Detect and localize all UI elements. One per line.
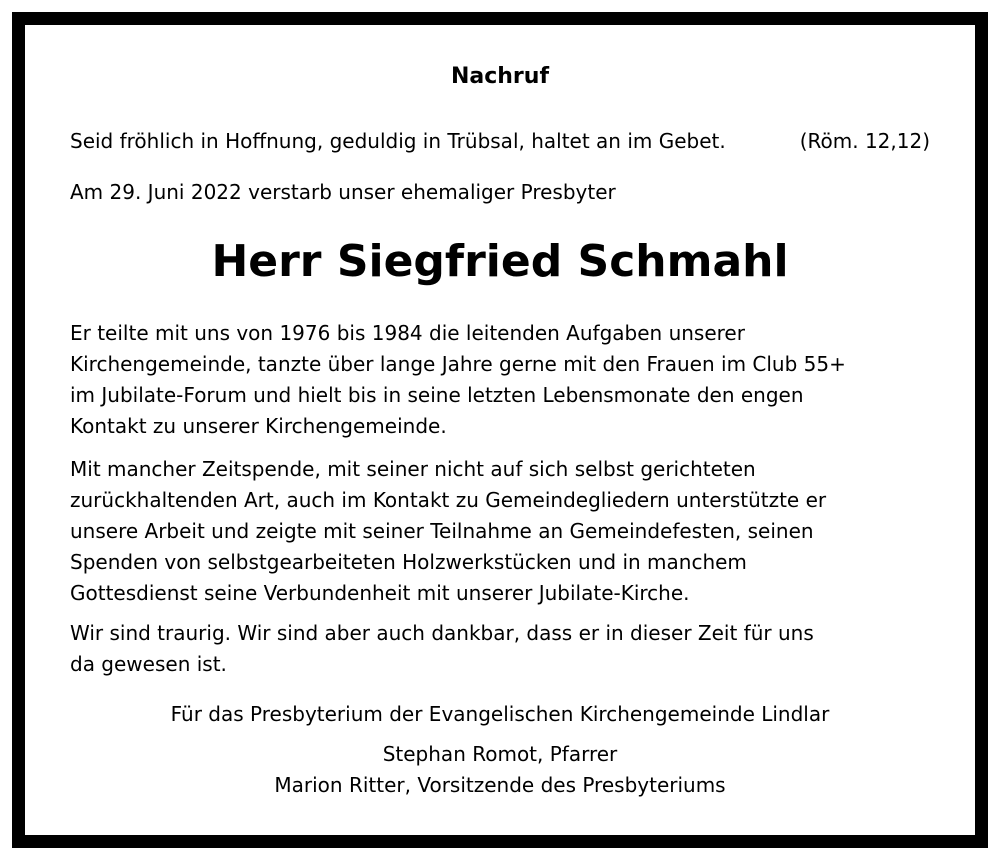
paragraph-line: Kirchengemeinde, tanzte über lange Jahre gerne mit den Frauen im Club 55+ [70, 352, 846, 376]
bible-verse [70, 129, 930, 153]
paragraph-line: Wir sind traurig. Wir sind aber auch dankbar, dass er in dieser Zeit für uns [70, 621, 814, 645]
paragraph-line: Kontakt zu unserer Kirchengemeinde. [70, 414, 447, 438]
paragraph-line: da gewesen ist. [70, 652, 227, 676]
verse-reference: (Röm. 12,12) [799, 129, 930, 153]
paragraph-3 [70, 618, 930, 680]
paragraph-line: unsere Arbeit und zeigte mit seiner Teilnahme an Gemeindefesten, seinen [70, 519, 814, 543]
signer-chair: Marion Ritter, Vorsitzende des Presbyteriums [274, 773, 726, 797]
paragraph-line: zurückhaltenden Art, auch im Kontakt zu Gemeindegliedern unterstützte er [70, 488, 827, 512]
paragraph-line: Spenden von selbstgearbeiteten Holzwerkstücken und in manchem [70, 550, 747, 574]
intro-line: Am 29. Juni 2022 verstarb unser ehemaliger Presbyter [70, 180, 616, 204]
paragraph-2 [70, 454, 930, 609]
heading: Nachruf [450, 64, 550, 89]
paragraph-line: Gottesdienst seine Verbundenheit mit unserer Jubilate-Kirche. [70, 581, 690, 605]
signature-organization: Für das Presbyterium der Evangelischen Kirchengemeinde Lindlar [170, 702, 830, 726]
paragraph-line: im Jubilate-Forum und hielt bis in seine letzten Lebensmonate den engen [70, 383, 804, 407]
verse-text: Seid fröhlich in Hoffnung, geduldig in Trübsal, haltet an im Gebet. [70, 129, 726, 153]
paragraph-line: Er teilte mit uns von 1976 bis 1984 die leitenden Aufgaben unserer [70, 321, 745, 345]
paragraph-line: Mit mancher Zeitspende, mit seiner nicht auf sich selbst gerichteten [70, 457, 756, 481]
deceased-name: Herr Siegfried Schmahl [211, 236, 789, 287]
signer-pastor: Stephan Romot, Pfarrer [382, 742, 618, 766]
paragraph-1 [70, 318, 930, 442]
